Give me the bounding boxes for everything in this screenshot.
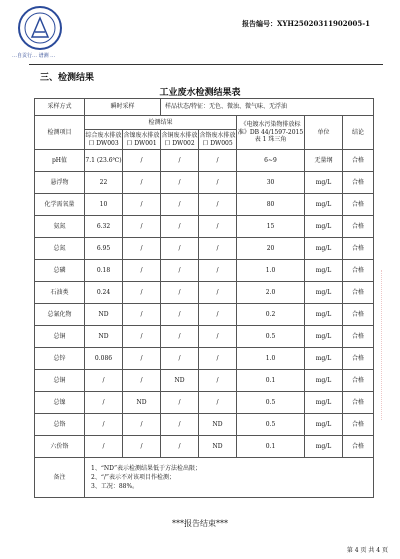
value-cell: 22 xyxy=(85,172,123,194)
standard-cell: 1.0 xyxy=(237,348,305,370)
unit-cell: mg/L xyxy=(305,326,343,348)
header-row-1 xyxy=(35,116,374,130)
value-cell: / xyxy=(199,216,237,238)
table-row xyxy=(35,304,374,326)
conclusion-cell: 合格 xyxy=(343,238,374,260)
value-cell: / xyxy=(85,436,123,458)
conclusion-cell: 合格 xyxy=(343,392,374,414)
value-cell: / xyxy=(199,282,237,304)
value-cell: ND xyxy=(85,304,123,326)
value-cell: / xyxy=(161,304,199,326)
conclusion-cell: 合格 xyxy=(343,326,374,348)
value-cell: / xyxy=(161,282,199,304)
value-cell: / xyxy=(123,414,161,436)
value-cell: 0.086 xyxy=(85,348,123,370)
value-cell: / xyxy=(123,150,161,172)
standard-cell: 0.5 xyxy=(237,392,305,414)
value-cell: / xyxy=(123,304,161,326)
page-number: 第 4 页 共 4 页 xyxy=(346,547,388,554)
standard-cell: 20 xyxy=(237,238,305,260)
value-cell: ND xyxy=(199,436,237,458)
unit-cell: mg/L xyxy=(305,172,343,194)
value-cell: / xyxy=(123,370,161,392)
section-title: 三、检测结果 xyxy=(40,73,95,83)
value-cell: / xyxy=(123,238,161,260)
seam-stamp xyxy=(381,270,398,420)
notes-label: 备注 xyxy=(35,458,85,498)
table-row xyxy=(35,150,374,172)
value-cell: / xyxy=(161,392,199,414)
value-cell: ND xyxy=(199,414,237,436)
sampling-label: 采样方式 xyxy=(35,99,85,116)
unit-cell: mg/L xyxy=(305,436,343,458)
table-row xyxy=(35,194,374,216)
value-cell: ND xyxy=(123,392,161,414)
conclusion-cell: 合格 xyxy=(343,304,374,326)
col-point: 含铬废水排放口 DW005 xyxy=(199,130,237,150)
col-point: 含铜废水排放口 DW002 xyxy=(161,130,199,150)
notes-row xyxy=(35,458,374,498)
table-row xyxy=(35,392,374,414)
value-cell: / xyxy=(199,238,237,260)
table-row xyxy=(35,260,374,282)
table-row xyxy=(35,370,374,392)
conclusion-cell: 合格 xyxy=(343,370,374,392)
value-cell: / xyxy=(161,238,199,260)
standard-cell: 0.5 xyxy=(237,326,305,348)
value-cell: 7.1 (23.6℃) xyxy=(85,150,123,172)
item-cell: 六价铬 xyxy=(35,436,85,458)
meta-row xyxy=(35,99,374,116)
value-cell: / xyxy=(161,194,199,216)
value-cell: 10 xyxy=(85,194,123,216)
value-cell: ND xyxy=(161,370,199,392)
conclusion-cell: 合格 xyxy=(343,150,374,172)
standard-cell: 0.1 xyxy=(237,436,305,458)
item-cell: 总氰化物 xyxy=(35,304,85,326)
item-cell: 化学需氧量 xyxy=(35,194,85,216)
standard-cell: 15 xyxy=(237,216,305,238)
unit-cell: mg/L xyxy=(305,370,343,392)
value-cell: / xyxy=(161,150,199,172)
note-line: 3、工况：88%。 xyxy=(91,483,139,490)
value-cell: / xyxy=(199,260,237,282)
unit-cell: mg/L xyxy=(305,216,343,238)
value-cell: / xyxy=(161,172,199,194)
conclusion-cell: 合格 xyxy=(343,172,374,194)
value-cell: / xyxy=(161,348,199,370)
note-line: 1、“ND”表示检测结果低于方法检出限； xyxy=(91,465,202,472)
col-standard: 《电镀水污染物排放标准》DB 44/1597-2015 表 1 珠三角 xyxy=(237,116,305,150)
value-cell: / xyxy=(199,194,237,216)
value-cell: / xyxy=(161,326,199,348)
conclusion-cell: 合格 xyxy=(343,194,374,216)
item-cell: pH值 xyxy=(35,150,85,172)
col-conclusion: 结论 xyxy=(343,116,374,150)
value-cell: / xyxy=(161,216,199,238)
item-cell: 总锌 xyxy=(35,348,85,370)
value-cell: 6.32 xyxy=(85,216,123,238)
item-cell: 石油类 xyxy=(35,282,85,304)
col-item: 检测项目 xyxy=(35,116,85,150)
report-end: ***报告结束*** xyxy=(172,519,228,528)
value-cell: / xyxy=(199,392,237,414)
value-cell: 6.95 xyxy=(85,238,123,260)
value-cell: / xyxy=(199,172,237,194)
table-row xyxy=(35,216,374,238)
conclusion-cell: 合格 xyxy=(343,282,374,304)
unit-cell: mg/L xyxy=(305,348,343,370)
value-cell: / xyxy=(161,436,199,458)
item-cell: 总氮 xyxy=(35,238,85,260)
value-cell: / xyxy=(123,216,161,238)
sampling-value: 瞬时采样 xyxy=(85,99,161,116)
value-cell: / xyxy=(123,436,161,458)
note-line: 2、“/”表示不对该项目作检测； xyxy=(91,474,175,481)
value-cell: / xyxy=(123,194,161,216)
col-unit: 单位 xyxy=(305,116,343,150)
item-cell: 总铜 xyxy=(35,370,85,392)
standard-cell: 0.1 xyxy=(237,370,305,392)
standard-cell: 0.2 xyxy=(237,304,305,326)
item-cell: 氨氮 xyxy=(35,216,85,238)
item-cell: 悬浮物 xyxy=(35,172,85,194)
table-row xyxy=(35,238,374,260)
value-cell: / xyxy=(123,326,161,348)
item-cell: 总镍 xyxy=(35,392,85,414)
conclusion-cell: 合格 xyxy=(343,348,374,370)
conclusion-cell: 合格 xyxy=(343,216,374,238)
value-cell: / xyxy=(85,392,123,414)
standard-cell: 30 xyxy=(237,172,305,194)
value-cell: / xyxy=(161,414,199,436)
unit-cell: mg/L xyxy=(305,304,343,326)
value-cell: / xyxy=(123,172,161,194)
col-point: 综合废水排放口 DW003 xyxy=(85,130,123,150)
standard-cell: 6~9 xyxy=(237,150,305,172)
standard-cell: 2.0 xyxy=(237,282,305,304)
conclusion-cell: 合格 xyxy=(343,414,374,436)
table-row xyxy=(35,282,374,304)
value-cell: / xyxy=(85,370,123,392)
value-cell: 0.18 xyxy=(85,260,123,282)
table-row xyxy=(35,172,374,194)
unit-cell: mg/L xyxy=(305,414,343,436)
value-cell: / xyxy=(199,304,237,326)
unit-cell: mg/L xyxy=(305,260,343,282)
report-number: 报告编号：XYH25020311902005-1 xyxy=(241,19,370,28)
standard-cell: 0.5 xyxy=(237,414,305,436)
conclusion-cell: 合格 xyxy=(343,260,374,282)
value-cell: / xyxy=(199,150,237,172)
unit-cell: mg/L xyxy=(305,238,343,260)
table-row xyxy=(35,326,374,348)
value-cell: / xyxy=(123,282,161,304)
item-cell: 总铬 xyxy=(35,414,85,436)
standard-cell: 1.0 xyxy=(237,260,305,282)
value-cell: / xyxy=(123,260,161,282)
value-cell: / xyxy=(123,348,161,370)
value-cell: ND xyxy=(85,326,123,348)
header-divider xyxy=(29,64,383,65)
item-cell: 总磷 xyxy=(35,260,85,282)
value-cell: / xyxy=(199,326,237,348)
table-title: 工业废水检测结果表 xyxy=(159,88,241,98)
value-cell: / xyxy=(199,370,237,392)
table-row xyxy=(35,348,374,370)
value-cell: / xyxy=(199,348,237,370)
unit-cell: mg/L xyxy=(305,392,343,414)
standard-cell: 80 xyxy=(237,194,305,216)
col-point: 含镍废水排放口 DW001 xyxy=(123,130,161,150)
unit-cell: mg/L xyxy=(305,194,343,216)
table-row xyxy=(35,414,374,436)
results-table xyxy=(34,98,374,498)
conclusion-cell: 合格 xyxy=(343,436,374,458)
value-cell: / xyxy=(161,260,199,282)
col-results: 检测结果 xyxy=(85,116,237,130)
value-cell: / xyxy=(85,414,123,436)
table-row xyxy=(35,436,374,458)
sample-state: 样品状态/特征：无色、微浊、微气味、无浮油 xyxy=(161,99,374,116)
item-cell: 总铜 xyxy=(35,326,85,348)
notes-content xyxy=(85,458,374,498)
logo-text: …自贡行… 谱测 … xyxy=(12,53,56,59)
unit-cell: mg/L xyxy=(305,282,343,304)
value-cell: 0.24 xyxy=(85,282,123,304)
unit-cell: 无量纲 xyxy=(305,150,343,172)
